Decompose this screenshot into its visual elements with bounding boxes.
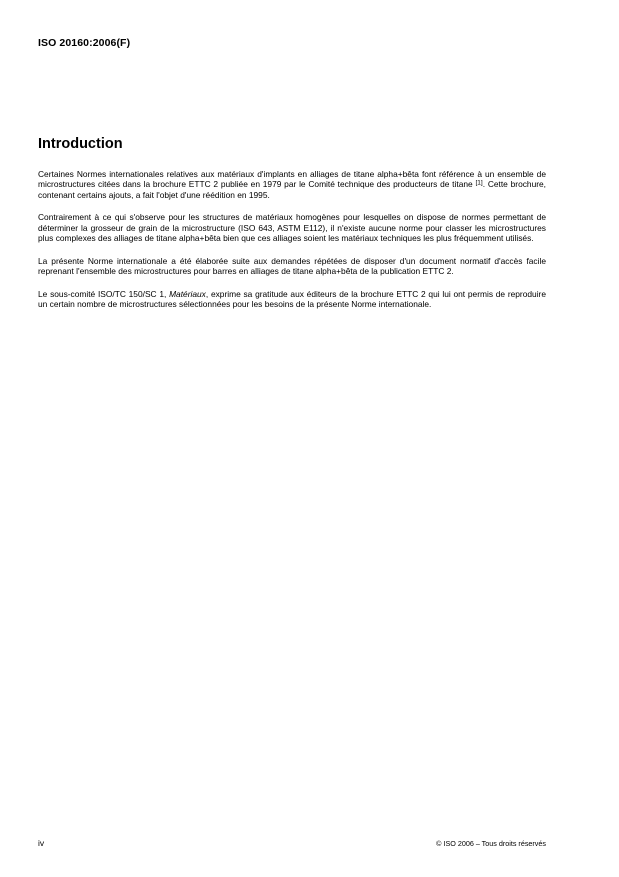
paragraph-4 <box>38 289 546 310</box>
committee-name: Matériaux <box>169 288 206 299</box>
section-title: Introduction <box>38 136 123 152</box>
paragraph-1-text-start: Certaines Normes internationales relatives aux matériaux d'implants en alliages de titane alpha+bêta font référence à un ensemble de microstructures citées dans la brochure ETTC 2 publiée en 1979 par le Comité technique des producteurs de titane <box>38 169 546 190</box>
copyright-notice: © ISO 2006 – Tous droits réservés <box>436 839 546 848</box>
paragraph-1 <box>38 169 546 200</box>
paragraph-3: La présente Norme internationale a été élaborée suite aux demandes répétées de disposer d'un document normatif d'accès facile reprenant l'ensemble des microstructures pour barres en alliages de titane alpha+bêta de la publication ETTC 2. <box>38 255 546 276</box>
paragraph-4-text-end: , exprime sa gratitude aux éditeurs de la brochure ETTC 2 qui lui ont permis de reproduire un certain nombre de microstructures sélectionnées pour les besoins de la présente Norme internationale. <box>38 288 546 309</box>
paragraph-2: Contrairement à ce qui s'observe pour les structures de matériaux homogènes pour lesquelles on dispose de normes permettant de déterminer la grosseur de grain de la microstructure (ISO 643, ASTM E112), il n'existe aucune norme pour classer les microstructures plus complexes des alliages de titane alpha+bêta bien que ces alliages soient les matériaux techniques les plus fréquemment utilisés. <box>38 212 546 243</box>
paragraph-4-text-start: Le sous-comité ISO/TC 150/SC 1, <box>38 288 170 299</box>
paragraph-1-text-end: . Cette brochure, contenant certains ajouts, a fait l'objet d'une réédition en 1995. <box>38 179 546 200</box>
document-header: ISO 20160:2006(F) <box>38 37 131 49</box>
page-number: iv <box>38 838 45 848</box>
reference-citation: [1] <box>475 179 483 187</box>
introduction-body <box>38 169 546 322</box>
